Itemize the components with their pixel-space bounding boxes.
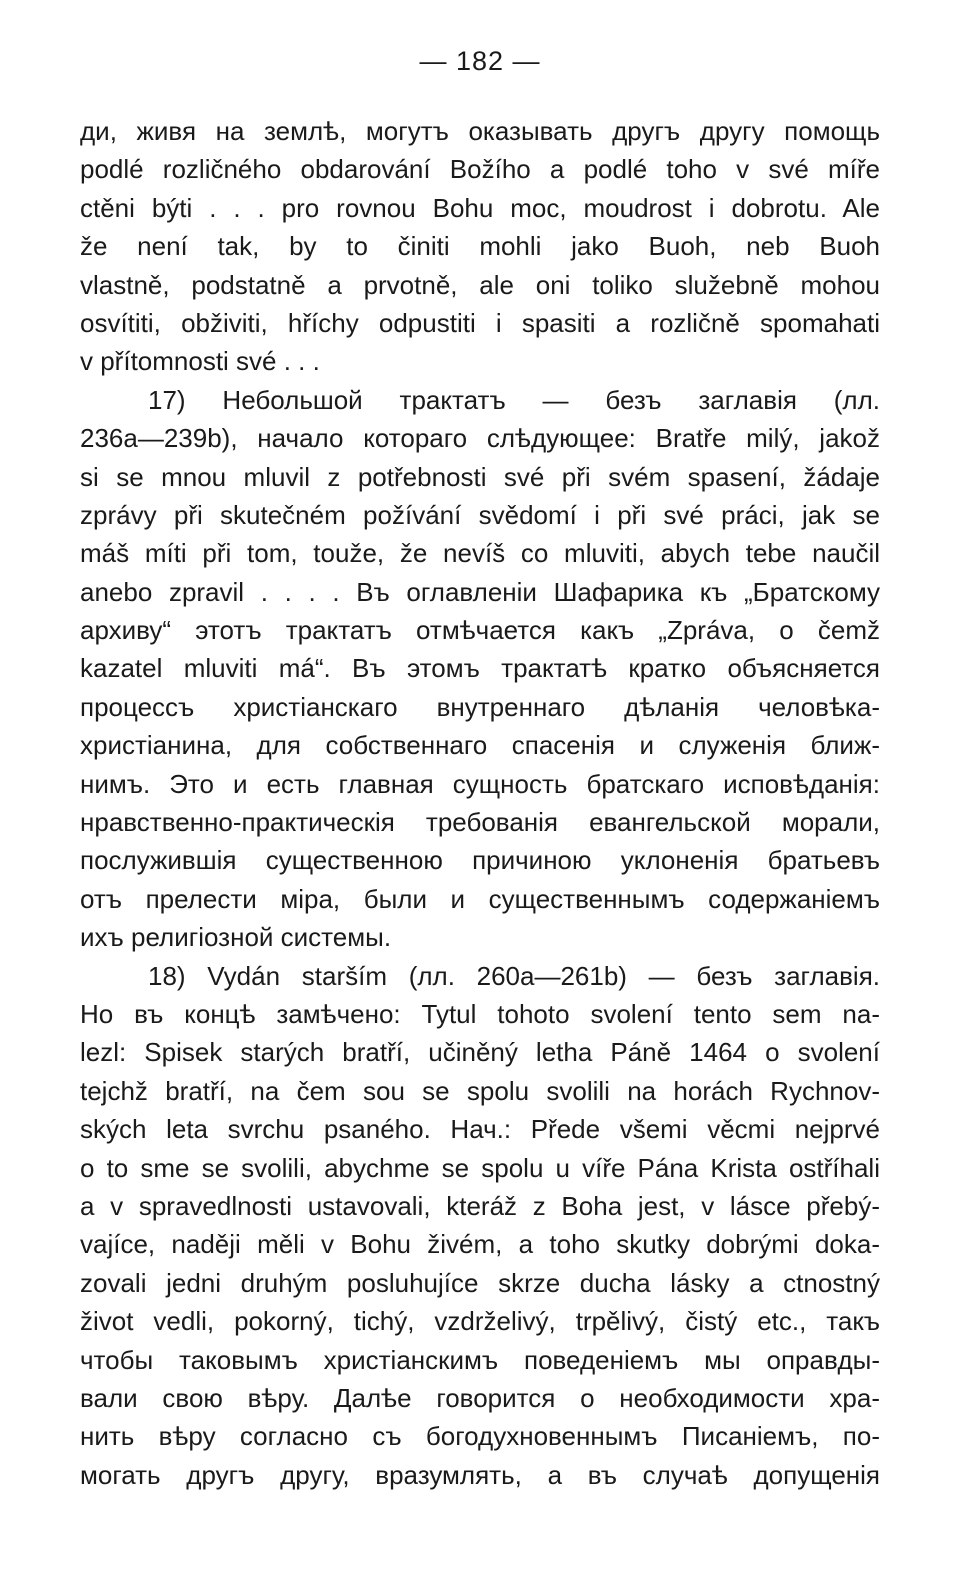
body-text xyxy=(80,112,880,1494)
text-line: нить вѣру согласно съ богодухновеннымъ Писаніемъ, по- xyxy=(80,1421,880,1452)
text-line: osvítiti, obživiti, hříchy odpustiti i spasiti a rozličně spomahati xyxy=(80,307,880,338)
text-line: могать другъ другу, вразумлять, а въ случаѣ допущенія xyxy=(80,1459,880,1490)
text-line: lezl: Spisek starých bratří, učiněný letha Páně 1464 o svolení xyxy=(80,1037,880,1068)
text-line: архиву“ этотъ трактатъ отмѣчается какъ „Zpráva, o čemž xyxy=(80,615,880,646)
text-line: 236a—239b), начало котораго слѣдующее: Bratře milý, jakož xyxy=(80,423,880,454)
section-18-heading-line: 18) Vydán starším (лл. 260a—261b) — безъ заглавія. xyxy=(148,960,880,991)
text-line: kazatel mluviti má“. Въ этомъ трактатѣ кратко объясняется xyxy=(80,653,880,684)
paragraph-end-line: v přítomnosti své . . . xyxy=(80,346,320,377)
text-line: podlé rozličného obdarování Božího a podlé toho v své míře xyxy=(80,154,880,185)
text-line: ských leta svrchu psaného. Нач.: Přede všemi věcmi nejprvé xyxy=(80,1114,880,1145)
text-line: нимъ. Это и есть главная сущность братскаго исповѣданія: xyxy=(80,768,880,799)
text-line: нравственно-практическія требованія евангельской морали, xyxy=(80,807,880,838)
text-line: o to sme se svolili, abychme se spolu u víře Pána Krista ostříhali xyxy=(80,1152,880,1183)
text-line: послужившія существенною причиною уклоненія братьевъ xyxy=(80,845,880,876)
text-line: že není tak, by to činiti mohli jako Buoh, neb Buoh xyxy=(80,231,880,262)
text-line: zovali jedni druhým posluhujíce skrze ducha lásky a ctnostný xyxy=(80,1267,880,1298)
text-line: zprávy při skutečném požívání svědomí i při své práci, jak se xyxy=(80,499,880,530)
text-line: vlastně, podstatně a prvotně, ale oni toliko služebně mohou xyxy=(80,269,880,300)
section-17-heading-line: 17) Небольшой трактатъ — безъ заглавія (лл. xyxy=(148,384,880,415)
page-number: — 182 — xyxy=(419,46,541,76)
text-line: вали свою вѣру. Далѣе говорится о необходимости хра- xyxy=(80,1382,880,1413)
text-line: ctěni býti . . . pro rovnou Bohu moc, moudrost i dobrotu. Ale xyxy=(80,192,880,223)
text-line: ди, живя на землѣ, могутъ оказывать другъ другу помощь xyxy=(80,116,880,146)
text-line: anebo zpravil . . . . Въ оглавленіи Шафарика къ „Братскому xyxy=(80,576,880,607)
text-line: vajíce, naději měli v Bohu živém, a toho skutky dobrými doka- xyxy=(80,1229,880,1260)
text-line: Но въ концѣ замѣчено: Tytul tohoto svolení tento sem na- xyxy=(80,998,880,1029)
paragraph-end-line: ихъ религіозной системы. xyxy=(80,922,392,953)
text-line: отъ прелести міра, были и существеннымъ содержаніемъ xyxy=(80,883,880,914)
text-line: a v spravedlnosti ustavovali, kteráž z Boha jest, v lásce přebý- xyxy=(80,1190,880,1221)
text-line: tejchž bratří, na čem sou se spolu svolili na horách Rychnov- xyxy=(80,1075,880,1106)
text-line: христіанина, для собственнаго спасенія и служенія ближ- xyxy=(80,730,880,761)
text-line: чтобы таковымъ христіанскимъ поведеніемъ мы оправды- xyxy=(80,1344,880,1375)
text-line: процессъ христіанскаго внутреннаго дѣланія человѣка- xyxy=(80,691,880,722)
text-line: si se mnou mluvil z potřebnosti své při svém spasení, žádaje xyxy=(80,461,880,492)
text-line: život vedli, pokorný, tichý, vzdrželivý, trpělivý, čistý etc., такъ xyxy=(80,1306,880,1337)
text-line: máš míti při tom, touže, že nevíš co mluviti, abych tebe naučil xyxy=(80,538,880,569)
